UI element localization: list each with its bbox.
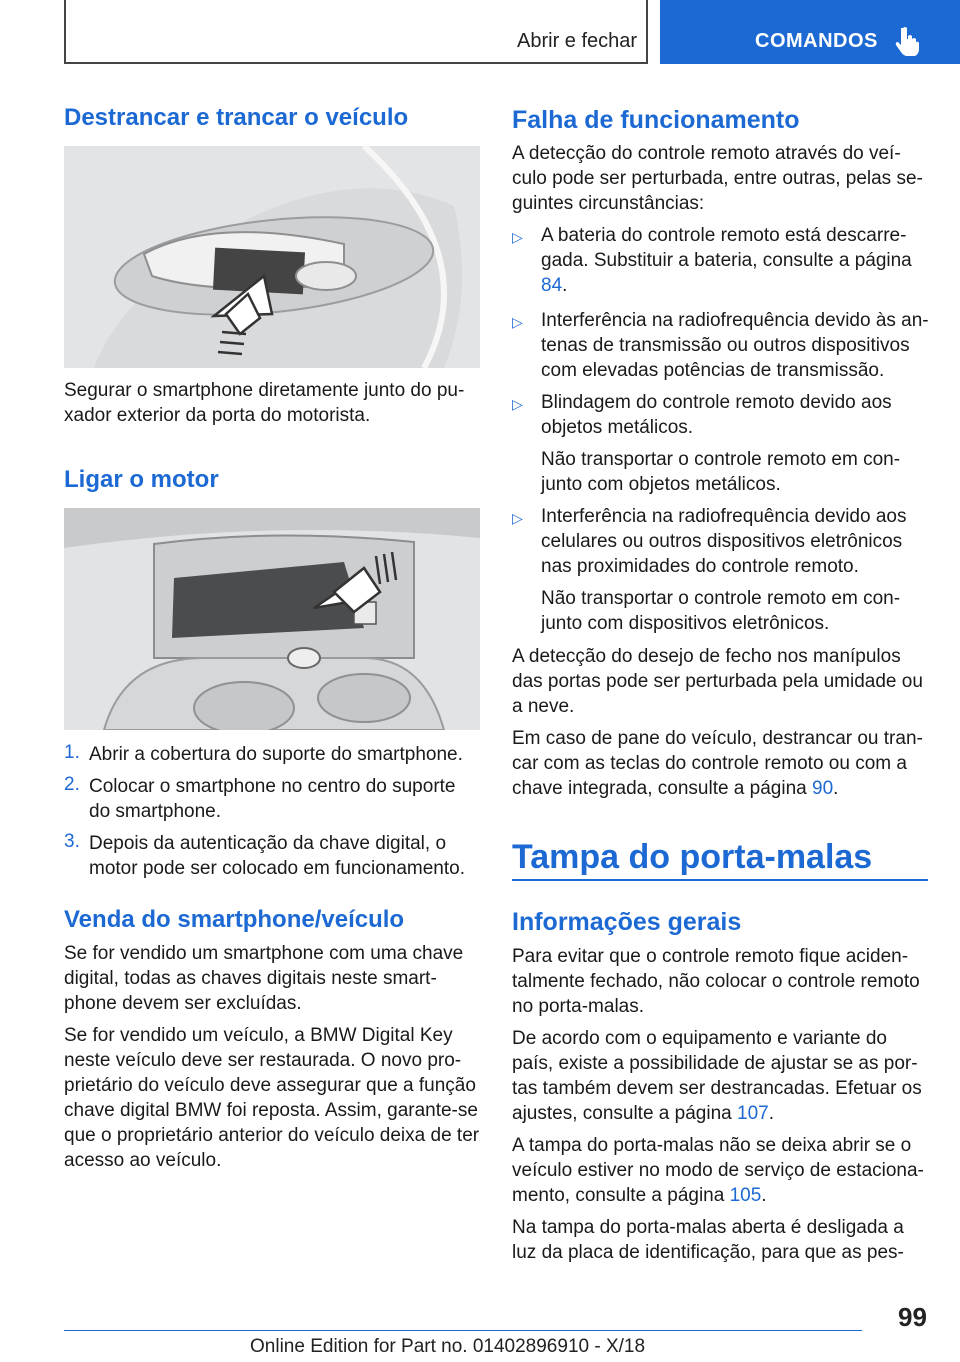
- bullet-item-shielding: [541, 390, 931, 440]
- text-line: tenas de transmissão ou outros dispositivos: [541, 335, 910, 356]
- text-line: acesso ao veículo.: [64, 1150, 222, 1171]
- text-line: ajustes, consulte a página: [512, 1103, 732, 1124]
- text-line: chave digital BMW foi reposta. Assim, garante-se: [64, 1100, 478, 1121]
- text-line: Interferência na radiofrequência devido aos: [541, 506, 907, 527]
- text-punct: .: [562, 275, 568, 296]
- text-line: Colocar o smartphone no centro do suporte: [89, 776, 456, 797]
- bullet-marker: ▷: [512, 229, 523, 245]
- text-line: mento, consulte a página: [512, 1185, 725, 1206]
- text-line: digital, todas as chaves digitais neste smart-: [64, 968, 437, 989]
- text-line: chave integrada, consulte a página: [512, 778, 807, 799]
- heading-unlock-lock: Destrancar e trancar o veículo: [64, 104, 409, 131]
- text-line: phone devem ser excluídas.: [64, 993, 302, 1014]
- bullet-item-cellphones: [541, 504, 931, 579]
- text-line: Para evitar que o controle remoto fique aciden-: [512, 946, 909, 967]
- heading-general-info: Informações gerais: [512, 908, 742, 936]
- text-punct: .: [833, 778, 839, 799]
- text-line: que o proprietário anterior do veículo deixa de ter: [64, 1125, 480, 1146]
- text-line: Na tampa do porta-malas aberta é desligada a: [512, 1217, 904, 1238]
- list-item: [64, 742, 480, 767]
- text-line: objetos metálicos.: [541, 417, 694, 438]
- text-line: talmente fechado, não colocar o controle remoto: [512, 971, 920, 992]
- text-line: gada. Substituir a bateria, consulte a página: [541, 250, 912, 271]
- door-handle-illustration: [64, 146, 480, 368]
- hand-pointer-icon: [894, 26, 920, 56]
- text-line: junto com dispositivos eletrônicos.: [541, 613, 830, 634]
- footer-edition: Online Edition for Part no. 01402896910 - X/18: [250, 1336, 646, 1357]
- page-link-84[interactable]: 84: [541, 275, 563, 296]
- text-line: veículo estiver no modo de serviço de estaciona-: [512, 1160, 924, 1181]
- text-line: xador exterior da porta do motorista.: [64, 405, 371, 426]
- paragraph-handles: [512, 644, 932, 719]
- header-section-title: Abrir e fechar: [517, 30, 638, 52]
- text-line: guintes circunstâncias:: [512, 193, 705, 214]
- text-line: nas proximidades do controle remoto.: [541, 556, 859, 577]
- text-line: Se for vendido um veículo, a BMW Digital Key: [64, 1025, 453, 1046]
- paragraph-info-2: [512, 1026, 932, 1126]
- text-line: motor pode ser colocado em funcionamento.: [89, 858, 465, 879]
- paragraph-info-1: [512, 944, 932, 1019]
- heading-malfunction: Falha de funcionamento: [512, 106, 800, 134]
- header-chapter-label: COMANDOS: [755, 30, 878, 52]
- bullet-marker: ▷: [512, 396, 523, 412]
- step-number: 1.: [64, 742, 80, 763]
- text-line: A detecção do desejo de fecho nos manípulos: [512, 646, 901, 667]
- text-line: no porta-malas.: [512, 996, 645, 1017]
- text-line: De acordo com o equipamento e variante do: [512, 1028, 887, 1049]
- page-link-105[interactable]: 105: [729, 1185, 762, 1206]
- paragraph-sale-2: [64, 1023, 484, 1173]
- text-line: Em caso de pane do veículo, destrancar ou tran-: [512, 728, 923, 749]
- paragraph-unlock: [64, 378, 480, 428]
- text-line: das portas pode ser perturbada pela umidade ou: [512, 671, 923, 692]
- page-link-107[interactable]: 107: [737, 1103, 769, 1124]
- text-line: Blindagem do controle remoto devido aos: [541, 392, 892, 413]
- text-line: A tampa do porta-malas não se deixa abrir se o: [512, 1135, 912, 1156]
- text-line: car com as teclas do controle remoto ou com a: [512, 753, 907, 774]
- text-line: luz da placa de identificação, para que as pes-: [512, 1242, 904, 1263]
- page-link-90[interactable]: 90: [812, 778, 834, 799]
- text-line: Não transportar o controle remoto em con-: [541, 449, 901, 470]
- bullet-item-antennas: [541, 308, 933, 383]
- paragraph-malfunction: [512, 141, 932, 216]
- text-line: Não transportar o controle remoto em con-: [541, 588, 901, 609]
- text-line: país, existe a possibilidade de ajustar se as por-: [512, 1053, 918, 1074]
- text-line: tas também devem ser destrancadas. Efetuar os: [512, 1078, 922, 1099]
- heading-trunk-lid: Tampa do porta-malas: [512, 838, 873, 876]
- step-number: 3.: [64, 831, 80, 852]
- figure-smartphone-tray: [64, 508, 480, 730]
- bullet-note-cellphones: [541, 586, 931, 636]
- list-item: [64, 774, 480, 824]
- paragraph-sale-1: [64, 941, 484, 1016]
- page-number: 99: [898, 1302, 927, 1332]
- text-punct: .: [768, 1103, 774, 1124]
- step-number: 2.: [64, 774, 80, 795]
- text-punct: .: [761, 1185, 767, 1206]
- figure-door-handle: [64, 146, 480, 368]
- list-item: [64, 831, 480, 881]
- bullet-item-battery: [541, 223, 931, 298]
- text-line: Abrir a cobertura do suporte do smartphone.: [89, 744, 463, 765]
- footer-rule: [64, 1330, 862, 1331]
- text-line: A bateria do controle remoto está descarre-: [541, 225, 907, 246]
- bullet-marker: ▷: [512, 510, 523, 526]
- text-line: A detecção do controle remoto através do veí-: [512, 143, 901, 164]
- heading-underline: [512, 879, 928, 881]
- text-line: Interferência na radiofrequência devido às an-: [541, 310, 929, 331]
- text-line: junto com objetos metálicos.: [541, 474, 781, 495]
- text-line: neste veículo deve ser restaurada. O novo pro-: [64, 1050, 462, 1071]
- text-line: celulares ou outros dispositivos eletrônicos: [541, 531, 903, 552]
- text-line: Segurar o smartphone diretamente junto do pu-: [64, 380, 465, 401]
- text-line: culo pode ser perturbada, entre outras, pelas se-: [512, 168, 923, 189]
- paragraph-breakdown: [512, 726, 932, 801]
- smartphone-tray-illustration: [64, 508, 480, 730]
- paragraph-info-3: [512, 1133, 932, 1208]
- heading-start-engine: Ligar o motor: [64, 466, 219, 493]
- text-line: com elevadas potências de transmissão.: [541, 360, 885, 381]
- text-line: Se for vendido um smartphone com uma chave: [64, 943, 464, 964]
- text-line: a neve.: [512, 696, 575, 717]
- text-line: Depois da autenticação da chave digital, o: [89, 833, 447, 854]
- text-line: do smartphone.: [89, 801, 222, 822]
- text-line: prietário do veículo deve assegurar que a função: [64, 1075, 476, 1096]
- heading-sale: Venda do smartphone/veículo: [64, 906, 405, 933]
- bullet-marker: ▷: [512, 314, 523, 330]
- paragraph-info-4: [512, 1215, 932, 1265]
- bullet-note-shielding: [541, 447, 931, 497]
